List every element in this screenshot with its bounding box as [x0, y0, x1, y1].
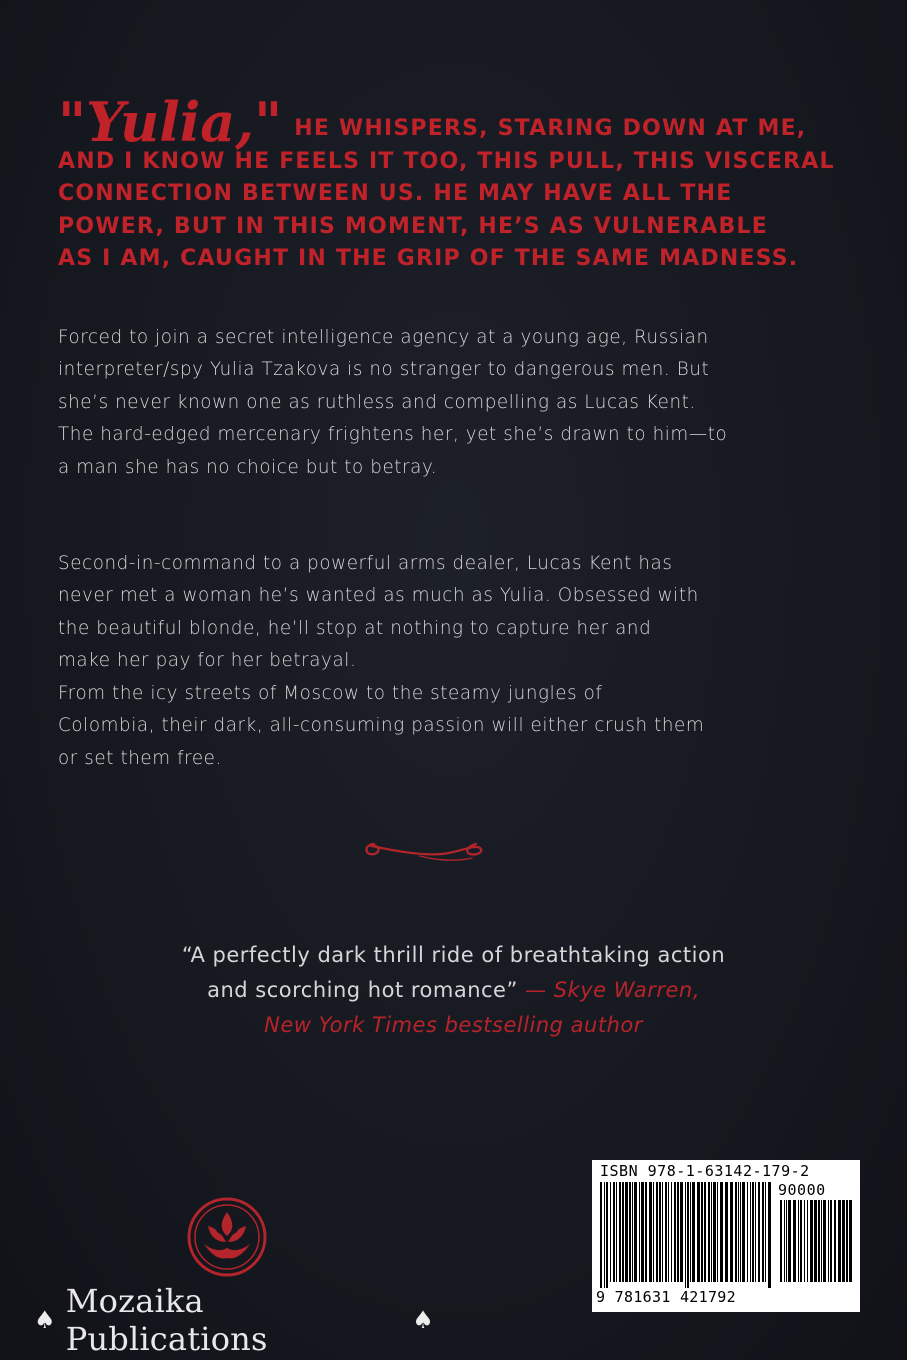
blurb-line: she’s never known one as ruthless and compelling as Lucas Kent. [58, 391, 696, 413]
pull-quote-line: AND I KNOW HE FEELS IT TOO, THIS PULL, THIS VISCERAL [58, 148, 835, 174]
review-line-1: “A perfectly dark thrill ride of breathtaking action [181, 943, 726, 967]
spade-icon: ♠ [34, 1306, 56, 1334]
publisher-imprint [34, 1282, 434, 1358]
blurb-line: or set them free. [58, 747, 222, 769]
isbn-barcode [592, 1160, 860, 1312]
addon-barcode-bars [778, 1200, 852, 1288]
blurb-line: a man she has no choice but to betray. [58, 456, 438, 478]
pull-quote-line: POWER, BUT IN THIS MOMENT, HE’S AS VULNERABLE [58, 213, 768, 239]
blurb-paragraph-2 [58, 548, 838, 678]
review-line-2: and scorching hot romance” [207, 978, 518, 1002]
barcode-digits: 9 781631 421792 [596, 1288, 736, 1306]
publisher-name: Mozaika Publications [65, 1282, 268, 1358]
lotus-crest-icon [186, 1196, 268, 1278]
blurb-paragraph-3 [58, 678, 838, 775]
blurb-line: Colombia, their dark, all-consuming passion will either crush them [58, 715, 705, 737]
blurb-line: the beautiful blonde, he’ll stop at nothing to capture her and [58, 617, 652, 639]
blurb-line: interpreter/spy Yulia Tzakova is no stranger to dangerous men. But [58, 359, 710, 381]
pull-quote-name: "Yulia," [58, 90, 283, 154]
blurb-line: The hard-edged mercenary frightens her, yet she’s drawn to him—to [58, 424, 728, 446]
price-code: 90000 [778, 1181, 826, 1199]
pull-quote [58, 90, 858, 276]
isbn-label: ISBN 978-1-63142-179-2 [600, 1162, 810, 1180]
blurb-line: Second-in-command to a powerful arms dealer, Lucas Kent has [58, 553, 673, 574]
blurb-paragraph-1 [58, 322, 838, 484]
review-attribution-title: New York Times bestselling author [264, 1013, 643, 1037]
blurb-line: never met a woman he’s wanted as much as Yulia. Obsessed with [58, 585, 699, 607]
pull-quote-line: CONNECTION BETWEEN US. HE MAY HAVE ALL THE [58, 181, 733, 206]
pull-quote-line: HE WHISPERS, STARING DOWN AT ME, [294, 116, 807, 141]
flourish-icon [360, 830, 485, 866]
pull-quote-line: AS I AM, CAUGHT IN THE GRIP OF THE SAME MADNESS. [58, 246, 799, 271]
review-quote [60, 938, 847, 1043]
review-attribution: — Skye Warren, [525, 978, 700, 1002]
blurb-line: From the icy streets of Moscow to the steamy jungles of [58, 683, 603, 704]
spade-icon: ♠ [412, 1306, 434, 1334]
barcode-bars [598, 1182, 774, 1288]
blurb-line: make her pay for her betrayal. [58, 650, 357, 672]
blurb-line: Forced to join a secret intelligence agency at a young age, Russian [58, 327, 709, 348]
